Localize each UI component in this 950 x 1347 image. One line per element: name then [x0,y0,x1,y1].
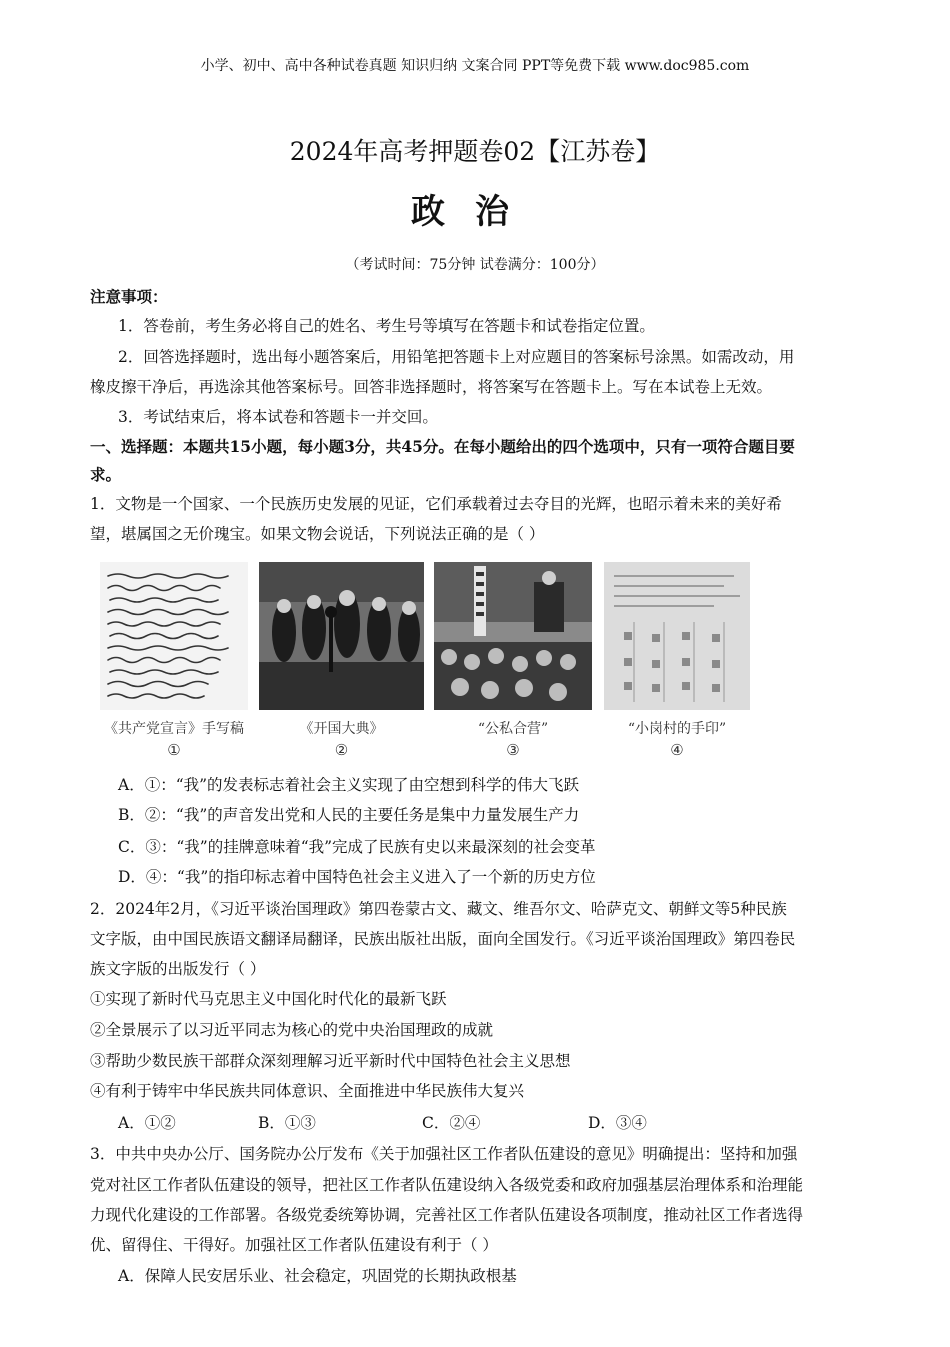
site-header: 小学、初中、高中各种试卷真题 知识归纳 文案合同 PPT等免费下载 www.doc985.com [200,58,750,74]
q2-option-b: B．①③ [258,1114,316,1132]
q2-statement-4: ④有利于铸牢中华民族共同体意识、全面推进中华民族伟大复兴 [90,1082,525,1100]
q3-stem-line3: 力现代化建设的工作部署。各级党委统筹协调，完善社区工作者队伍建设各项制度，推动社区工作者选得 [90,1206,804,1224]
q2-statement-3: ③帮助少数民族干部群众深刻理解习近平新时代中国特色社会主义思想 [90,1052,571,1070]
q2-option-a: A．①② [118,1114,176,1132]
image-caption-1: 《共产党宣言》手写稿 [104,721,244,737]
notice-item-2-cont: 橡皮擦干净后，再选涂其他答案标号。回答非选择题时，将答案写在答题卡上。写在本试卷上无效。 [90,378,773,396]
q1-option-b: B．②：“我”的声音发出党和人民的主要任务是集中力量发展生产力 [118,806,580,824]
q1-option-d: D．④：“我”的指印标志着中国特色社会主义进入了一个新的历史方位 [118,868,596,886]
image-number-1: ① [167,741,181,759]
q3-stem-line4: 优、留得住、干得好。加强社区工作者队伍建设有利于（ ） [90,1236,498,1254]
image-number-2: ② [334,741,349,759]
notice-item-2: 2．回答选择题时，选出每小题答案后，用铅笔把答题卡上对应题目的答案标号涂黑。如需改动，用 [118,348,795,366]
image-caption-3: “公私合营” [477,721,549,737]
q1-option-c: C．③：“我”的挂牌意味着“我”完成了民族有史以来最深刻的社会变革 [118,838,596,856]
q1-stem-line1: 1．文物是一个国家、一个民族历史发展的见证，它们承载着过去夺目的光辉，也昭示着未来的美好希 [90,495,782,513]
q1-option-a: A．①：“我”的发表标志着社会主义实现了由空想到科学的伟大飞跃 [118,776,580,794]
q3-stem-line2: 党对社区工作者队伍建设的领导，把社区工作者队伍建设纳入各级党委和政府加强基层治理体系和治理能 [90,1176,804,1194]
fingerprint-document-image [604,562,750,710]
image-caption-4: “小岗村的手印” [627,721,727,737]
q2-stem-line1: 2．2024年2月，《习近平谈治国理政》第四卷蒙古文、藏文、维吾尔文、哈萨克文、朝鲜文等5种民族 [90,900,787,918]
notice-heading: 注意事项： [90,287,168,306]
q2-option-d: D．③④ [588,1114,647,1132]
q2-statement-1: ①实现了新时代马克思主义中国化时代化的最新飞跃 [90,990,447,1008]
section-heading: 一、选择题：本题共15小题，每小题3分，共45分。在每小题给出的四个选项中，只有一项符合题目要 [90,437,795,456]
notice-item-3: 3．考试结束后，将本试卷和答题卡一并交回。 [118,408,438,426]
q2-stem-line2: 文字版，由中国民族语文翻译局翻译，民族出版社出版，面向全国发行。《习近平谈治国理政》第四卷民 [90,930,796,948]
q3-option-a: A．保障人民安居乐业、社会稳定，巩固党的长期执政根基 [118,1267,517,1285]
q2-option-c: C．②④ [422,1114,481,1132]
exam-info: （考试时间：75分钟 试卷满分：100分） [345,257,605,273]
exam-title: 2024年高考押题卷02【江苏卷】 [289,137,661,166]
q3-stem-line1: 3．中共中央办公厅、国务院办公厅发布《关于加强社区工作者队伍建设的意见》明确提出：坚持和加强 [90,1145,798,1163]
q1-stem-line2: 望，堪属国之无价瑰宝。如果文物会说话，下列说法正确的是（ ） [90,525,545,543]
manuscript-image [100,562,248,710]
notice-item-1: 1．答卷前，考生务必将自己的姓名、考生号等填写在答题卡和试卷指定位置。 [118,317,655,335]
public-private-image [434,562,592,710]
section-heading-cont: 求。 [90,465,122,484]
subject-title: 政治 [411,192,539,232]
image-caption-2: 《开国大典》 [299,721,384,737]
founding-ceremony-image [259,562,424,710]
image-number-4: ④ [670,741,684,759]
q2-statement-2: ②全景展示了以习近平同志为核心的党中央治国理政的成就 [90,1021,494,1039]
image-number-3: ③ [506,741,520,759]
q2-stem-line3: 族文字版的出版发行（ ） [90,960,266,978]
